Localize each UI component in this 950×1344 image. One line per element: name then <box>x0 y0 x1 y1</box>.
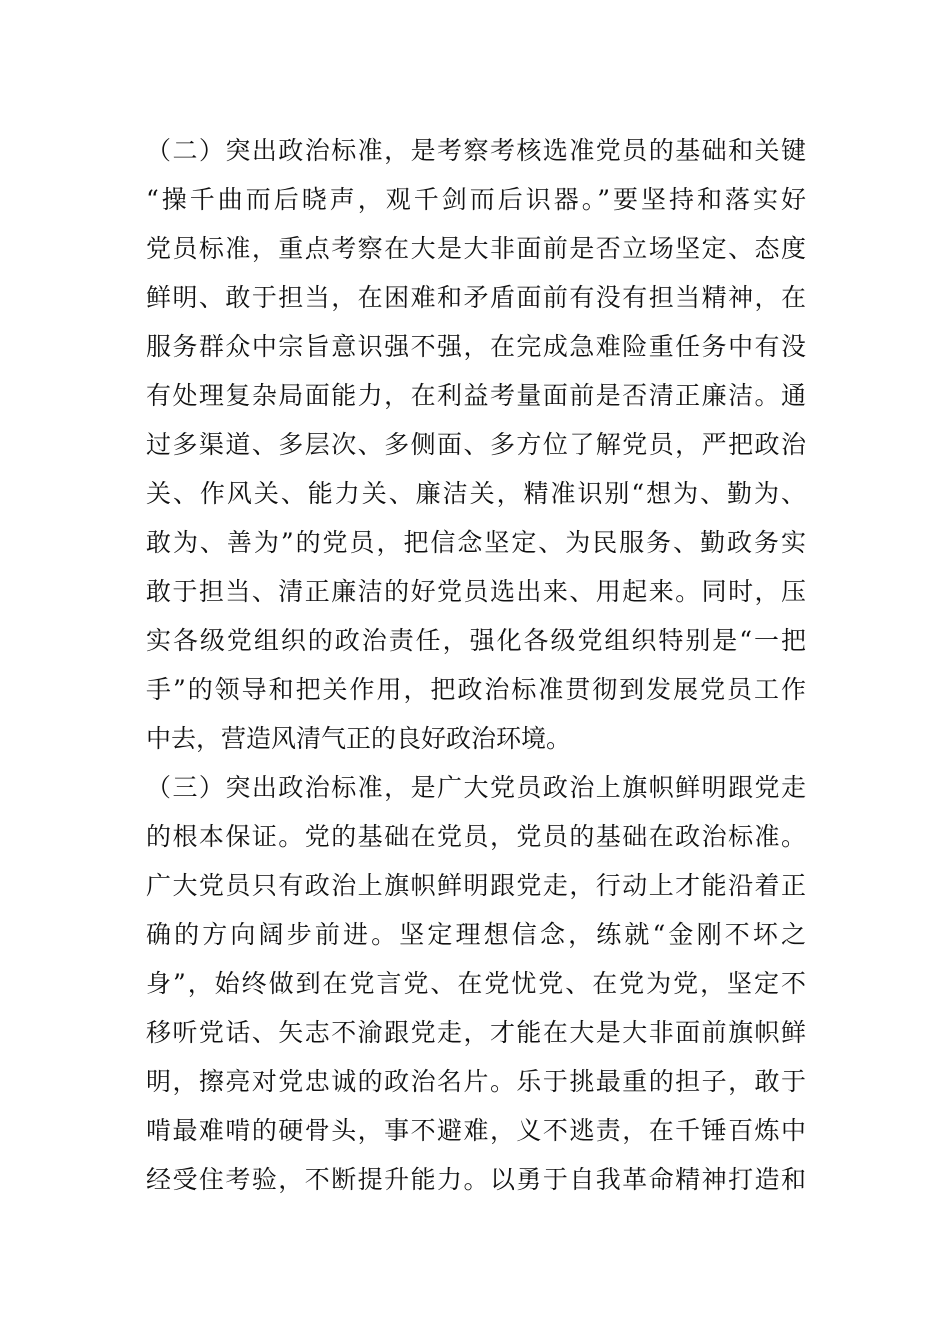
text-line: “操千曲而后晓声，观千剑而后识器。”要坚持和落实好 <box>146 185 806 214</box>
text-line: 关、作风关、能力关、廉洁关，精准识别“想为、勤为、 <box>146 479 806 508</box>
text-line: 啃最难啃的硬骨头，事不避难，义不逃责，在千锤百炼中 <box>146 1116 806 1145</box>
text-line: 敢于担当、清正廉洁的好党员选出来、用起来。同时，压 <box>146 577 806 606</box>
text-line: 明，擦亮对党忠诚的政治名片。乐于挑最重的担子，敢于 <box>146 1067 806 1096</box>
text-line: 敢为、善为”的党员，把信念坚定、为民服务、勤政务实 <box>146 528 806 557</box>
text-line: 移听党话、矢志不渝跟党走，才能在大是大非面前旗帜鲜 <box>146 1018 806 1047</box>
document-body <box>146 126 806 1204</box>
text-line: 经受住考验，不断提升能力。以勇于自我革命精神打造和 <box>146 1165 806 1194</box>
text-line: 过多渠道、多层次、多侧面、多方位了解党员，严把政治 <box>146 430 806 459</box>
text-line: 有处理复杂局面能力，在利益考量面前是否清正廉洁。通 <box>146 381 806 410</box>
text-line: 服务群众中宗旨意识强不强，在完成急难险重任务中有没 <box>146 332 806 361</box>
text-line: 广大党员只有政治上旗帜鲜明跟党走，行动上才能沿着正 <box>146 871 806 900</box>
text-line: 中去，营造风清气正的良好政治环境。 <box>146 724 572 753</box>
text-line: （三）突出政治标准，是广大党员政治上旗帜鲜明跟党走 <box>146 773 806 802</box>
text-line: 确的方向阔步前进。坚定理想信念，练就“金刚不坏之 <box>146 920 806 949</box>
text-line: 的根本保证。党的基础在党员，党员的基础在政治标准。 <box>146 822 806 851</box>
text-line: 手”的领导和把关作用，把政治标准贯彻到发展党员工作 <box>146 675 806 704</box>
text-line: 鲜明、敢于担当，在困难和矛盾面前有没有担当精神，在 <box>146 283 806 312</box>
text-line: 党员标准，重点考察在大是大非面前是否立场坚定、态度 <box>146 234 806 263</box>
text-line: （二）突出政治标准，是考察考核选准党员的基础和关键 <box>146 136 806 165</box>
text-line: 身”，始终做到在党言党、在党忧党、在党为党，坚定不 <box>146 969 806 998</box>
text-line: 实各级党组织的政治责任，强化各级党组织特别是“一把 <box>146 626 806 655</box>
